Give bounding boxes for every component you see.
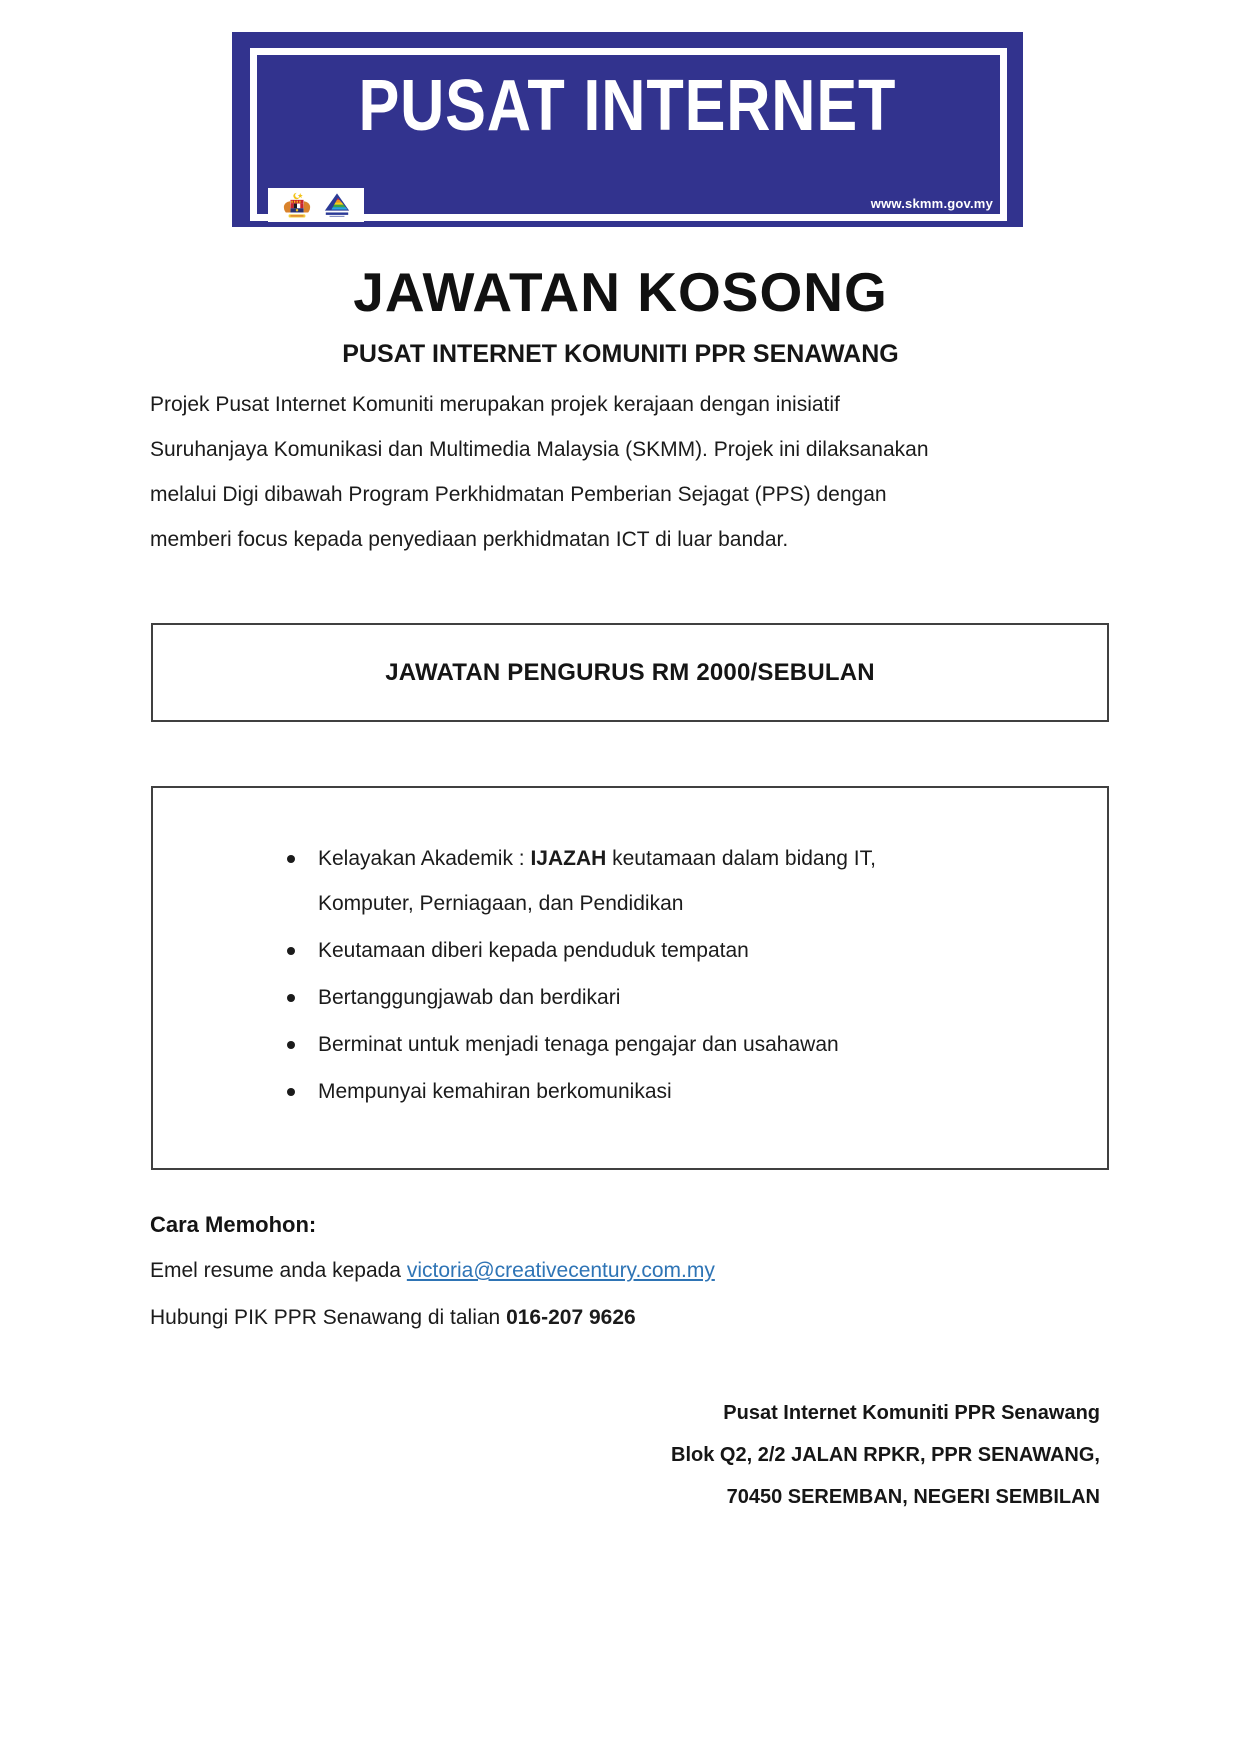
banner-website-text: www.skmm.gov.my <box>870 196 993 211</box>
requirement-text: Kelayakan Akademik : <box>318 847 531 870</box>
requirement-text: keutamaan dalam bidang IT, Komputer, Perniagaan, dan Pendidikan <box>318 847 876 915</box>
requirement-item <box>285 1069 945 1114</box>
apply-phone-line <box>150 1306 636 1330</box>
banner-logo-patch <box>268 188 364 222</box>
apply-phone-prefix: Hubungi PIK PPR Senawang di talian <box>150 1306 507 1329</box>
intro-line: Projek Pusat Internet Komuniti merupakan projek kerajaan dengan inisiatif <box>150 393 840 416</box>
email-link[interactable]: victoria@creativecentury.com.my <box>406 1259 715 1282</box>
mcmc-logo-icon <box>323 191 351 219</box>
malaysia-coat-of-arms-icon <box>281 191 313 219</box>
intro-line: Suruhanjaya Komunikasi dan Multimedia Malaysia (SKMM). Projek ini dilaksanakan <box>150 438 929 461</box>
address-line: 70450 SEREMBAN, NEGERI SEMBILAN <box>726 1486 1100 1508</box>
intro-line: melalui Digi dibawah Program Perkhidmatan Pemberian Sejagat (PPS) dengan <box>150 483 887 506</box>
bullet-icon <box>287 947 295 955</box>
requirement-text: Keutamaan diberi kepada penduduk tempatan <box>318 939 749 962</box>
bullet-icon <box>287 1041 295 1049</box>
intro-line: memberi focus kepada penyediaan perkhidmatan ICT di luar bandar. <box>150 528 789 551</box>
requirement-item <box>285 975 945 1020</box>
position-box <box>151 623 1109 722</box>
requirement-item <box>285 836 945 926</box>
bullet-icon <box>287 855 295 863</box>
requirement-text: Berminat untuk menjadi tenaga pengajar dan usahawan <box>318 1033 839 1056</box>
requirements-list <box>285 836 945 1114</box>
requirement-text: Mempunyai kemahiran berkomunikasi <box>318 1080 672 1103</box>
bullet-icon <box>287 994 295 1002</box>
requirement-item <box>285 928 945 973</box>
position-box-label: JAWATAN PENGURUS RM 2000/SEBULAN <box>385 658 875 686</box>
phone-number: 016-207 9626 <box>506 1306 636 1329</box>
page-title: JAWATAN KOSONG <box>353 261 888 323</box>
bullet-icon <box>287 1088 295 1096</box>
requirement-item <box>285 1022 945 1067</box>
apply-email-line <box>150 1259 715 1283</box>
requirements-box <box>151 786 1109 1170</box>
banner-brand-wrap <box>232 66 1023 146</box>
banner-brand-text: PUSAT INTERNET <box>358 66 897 146</box>
requirement-text: Bertanggungjawab dan berdikari <box>318 986 621 1009</box>
pusat-internet-banner <box>232 32 1023 227</box>
address-line: Pusat Internet Komuniti PPR Senawang <box>723 1402 1100 1424</box>
apply-email-prefix: Emel resume anda kepada <box>150 1259 407 1282</box>
apply-heading: Cara Memohon: <box>150 1212 317 1237</box>
address-line: Blok Q2, 2/2 JALAN RPKR, PPR SENAWANG, <box>671 1444 1100 1466</box>
intro-paragraph <box>150 382 1110 562</box>
page-subtitle: PUSAT INTERNET KOMUNITI PPR SENAWANG <box>342 340 899 368</box>
footer-address <box>150 1392 1100 1518</box>
requirement-text-bold: IJAZAH <box>530 847 607 870</box>
